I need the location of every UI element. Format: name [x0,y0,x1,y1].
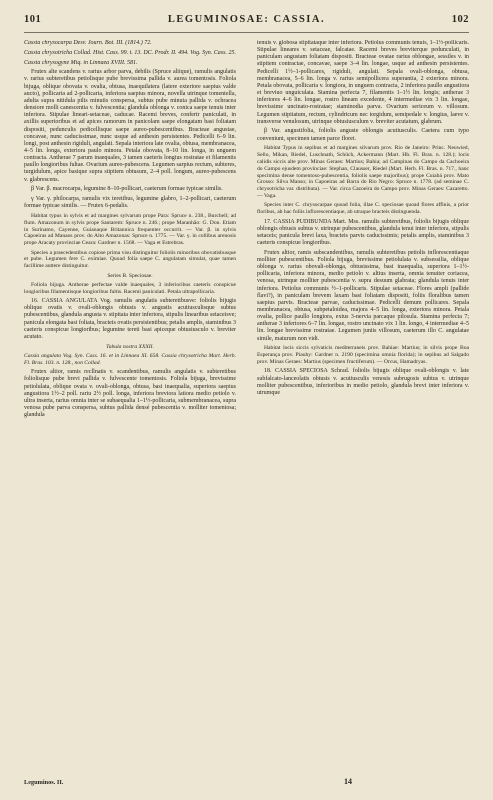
header-rule [24,32,469,33]
paragraph: Frutex altior, ramis recllnatis v. scandentibus, ramulis angulatis v. subteretibus foliolisque pube brevi pallida v. fulvescente tomentosis. Foliola bijuga, brevissime petiolulata, oblique ovata v. ovali-oblonga, obtusa, basi inaequalia, superiora saepius angustiora 1½–2 poll. rariu 2½ poll. longa, inferiora breviora latiora medio petiolo v. ultra inserta, rarius omnia inter se subaequalia 1–1½-pollicaria, submembranacea, supra venosa pube parva conspersa, subtus pallida densé pubescentia v. molliter tomentosa; glandula [24,369,236,419]
page-number-left: 101 [24,14,42,25]
paragraph: Frutex alte scandens v. rarius arbor parva, debilis (Spruce aliique), ramulis angulatis v. rarius subteretibus petiolisque pube brevissima pallida v. aurea tomentosis. Foliola bijuga, oblique obovata v. ovalia, obtusa, inaequilatera (latere exteriore saepius valde aucto), pollicaria ad 2-pollicaria, inferiora saepius minora, novella utrinque tomentella, adulta supra nitidula pilis minutis conspersa, subtus pube minuta pallida v. ochracea densiore molli canescentia v. fulvescentia; glandula oblonga v. conica saepe tenuis inter inferiora. Stipulae lineari-setaceae, caducae. Racemi breves, confertr paniculati, in axillis superioribus et ad apices ramorum in panicolam saepe elongatam basi foliatam dispositi, pedunculis pedicellisque saepe aureo-pubescentibus. Bracteae angustae, concavae, nunc caducissimae, nunc usque ad anthesin persistentes. Pedicelli 6–9 lin. longi, post anthesin rigiduli, angulati. Sepala interiora late ovalia, obtusa, membranacea, 4–5 lin. longa, exteriora paulo minora. Petala obovata, 8–10 lin. longa, in unguem contracta. Antherae 7 parum inaequales, 3 tamen caeteris longius rostratae et filamentis paullo longioribus fultae. Ovarium aureo-pubescens. Legumen sarpius rectum, subteres, turgidulum, apice basique supra stipitem obtusum, 2–4 poll. longum, aureo-pubescens v. glabrescens. [24,69,236,183]
paragraph: Habitat Typus in sepibus et ad margines silvarum prov. Rio de Janeiro: Princ. Neuwied, Sello, Mikan, Riedel, Luschnath, Schüch, Ackermann (Mart. Hb. Fl. Bras. n. 128.); locis calidis siccis alte prov. Minas Geraes: Martius; Bahia; ad Campinas do Campo da Cachoeira do Campo ejusdem provinciae: Stephan, Clausser, Riedel (Mart. Herb. Fl. Bras. n. 717., hanc specimina dense tomentoso-pubescentia, foliolis saepe majoribus); prope Cuiabá prov. Mato Grosso: Silva Manso; in Capoeiras ad Barra do Rio Negro: Spruce n. 1778. (ad seminae C. chrysotricha var. distributa). — Var. circa Cazoeira do Campo prov. Minas Geraes: Cazaretto. — Vaga. [257,145,469,199]
paragraph: γ Var. γ. philocarpa, ramulis vix teretibus, legumine glabro, 1–2-pollicari, caeterum formae typicae similis. — Frutex 6-pedalis. [24,196,236,210]
paragraph: Cassia chrysogyne Miq. in Linnaea XVIII. 581. [24,59,138,66]
paragraph: Series B. Speciosae. [107,272,153,279]
paragraph: tenuis v. globosa stipitataque inter inferiora. Petiolus communis tenuis, 1–1½-pollicaris. Stipulae lineares v. setaceae, falcatae. Racemi breves breviterque pedunculati, in paniculam angustam foliatam dispositi. Bracteae ovatae rarius oblongae, sessiles v. in stipitem contractae, concavae, saepe 3–4 lin. longae, usque ad anthesin persistentes. Pedicelli 1½–1-pollicares, rigiduli, angulati. Sepala ovali-oblonga, obtusa, membranacea, 5–6 lin. longa v. rarius semipollicera superantia, 2 exteriora minora. Petala obovata, pollicaria v. longiora, in unguem contracta, 2 inferiora paullo angustiora et breviuo unguiculata. Stamina perfecta 7, filamentis 1–1½ lin. longis; antherae 3 inferiores 4–6 lin. longae, rostro lineam excedente, 4 intermediae vix 3 lin. longae, brevissime uncinato-rostratae; staminodia parva. Ovarium sericeum v. villosum. Legumen stipitatum, rectum, cylindricum nec torgidum, semipedale v. longius, laeve v. transverse venulosum, utrinque obtusiusculum v. breviter acutatum, glabrum. [257,40,469,125]
paragraph: 16. CASSIA ANGULATA Vog. ramulis angulatis subteretibusve: foliolis bijugis oblique ovatis v. ovali-oblongis obtusis v. angustis acutiusculisque subtus pubescentibus, glandula angusta v. stipitata inter inferiora, stipulis linearibus setaceisve; panicula elongata basi foliata, bracteis ovatis persistentibus; petalis amplis, staminibus 3 caeteris conspicue longioribus; legumine tereti basi apiceque obtusiusculo v. breviter acutato. [24,298,236,340]
left-column [24,40,236,775]
paragraph: Cassia chrysotricha Collad. Hist. Cass. 99. t. 13. DC. Prodr. II. 494. Vog. Syn. Cass. 25. [24,49,236,56]
running-title: LEGUMINOSAE: CASSIA. [167,14,326,25]
paragraph: Species a praecedentibus copiose prima visu distinguitur foliolis minoribus obovatisbusque et pube. Legumen fere C. eximiae. Quoad folia saepe C. angulatam simulat, quae tamen facillime auttere distinguitur. [24,249,236,270]
signature-number: 14 [344,777,352,786]
signature-mark: Leguminos. II. [24,779,64,786]
paragraph: β Var. angustifolia, foliolis anguste oblongis acutiusculis. Caetera cum typo conveniunt, specimen tamen parce floret. [257,128,469,142]
paragraph: Foliola bijuga. Antherae perfectae valde inaequales, 3 inferioribus caeteris conspicue longioribus filamentisque longioribus fultis. Racemi paniculati. Petala ultrapollicaria. [24,281,236,295]
paragraph: Species inter C. chrysocarpae quoad folia, illae C. speciosae quoad flores affinis, a prior floribus, ab hac foliis inflorescentiaque, ab utraque bracteis distinguenda. [257,202,469,216]
paragraph: Habitat locis siccis sylvaticis mediterraneis prov. Bahiae: Martius; in silvis prope Boa Esperança prov. Piauhy: Gardner n. 2190 (specimina omnia florida); in sepibus ad Salgado prov. Minas Geraes: Martius (specimen fructiferum). — Orcus, Hamadryas. [257,345,469,365]
paragraph: Cassia angulata Vog. Syn. Cass. 16. et in Linnaea XI. 658. Cassia chrysotricha Mart. Herb. Fl. Bras. 103. n. 128., non Collad. [24,353,236,366]
paragraph: Habitat typus in sylvis et ad margines sylvarum prope Para: Spruce n. 238., Burchell; ad flum. Amazonum in sylvis prope Santarem: Spruce n. 246.; prope Maranhão: G. Don. Etiam in Surinamo, Cayenne, Guianaque Britannica frequenter occurrit. — Var. β. in sylvis Capoeiras ad Manaos prov. do Alto Amazonas: Spruce n. 1775. — Var. γ. in collibus arenosis prope Aracaty provinciae Ceara: Gardner n. 1568. — Vaga et Estrebras. [24,213,236,247]
page-number-right: 102 [451,14,469,25]
paragraph: Tabula nostra XXXII. [106,343,154,350]
right-column [257,40,469,775]
paragraph: Frutex altior, ramis subscandentibus, ramulis subteretibus petiolis inflorescentiaque molliter pubescentibus. Foliola bijuga, brevissime petiolulata v. subsessilia, oblique oblonga v. rarius obovali-oblonga, obtusissima, basi inaequalia, superiora 1–1½-pollicaria, inferiora minora, medio petiolo v. altius inserta, omnia tenuiter coriacea, venosa, utrinque molliter pubescentia v. supra desuum glabrata; glandula tenuis inter inferiora. Petiolus communis ½–1-pollicaris. Stipulae setaceae. Flores ampli (pallide flavi?), in paniculam brevem laxam basi foliatam dispositi, foliis floralibus tamen saepius parvis. Bracteae parvae, caducissimae. Pedicelli demum pollicares. Sepala membranacea, obtusa, subpetaloidea, majora 4–5 lin. longa, exteriora minora. Petala ovalia, pollice paullo longiora, extus 3-nervia parcaque pilosula. Stamina perfecta 7; antherae 3 inferiores 6–7 lin. longae, rostro uncinato vix 1 lin. longo, 4 intermediae 4–5 lin. longae brevissime rostratae. Legumen juniis villosum, caeterum illo C. angulatae simile, maturum non vidi. [257,249,469,342]
paragraph: 18. CASSIA SPECIOSA Schrad. foliolis bijugis oblique ovali-oblongis v. late subfalcato-lanceolatis obtusis v. acutiusculis venosis subrugosis subtus v. utrinque molliter pubescentibus, inferioribus in medio petiolo, glandula brevi inter inferiora v. utrumque [257,368,469,396]
paragraph: Cassia chrysocarpa Desv. Journ. Bot. III. (1814.) 72. [24,40,152,46]
running-head [24,14,469,28]
paragraph: 17. CASSIA PUDIBUNDA Mart. Mss. ramulis subteretibus, foliolis bijugis oblique oblongis obtusis subtus v. utrinque pubescentibus, glandula tenui inter inferiora, stipulis setaceis; panicula brevi laxa, bracteis parvis caducissimis; petalis amplis, staminibus 3 caeteris conspicue longioribus. [257,218,469,246]
paragraph: β Var. β. macrocarpa, legumine 8–10-pollicari, caeterum formae typicae similis. [31,186,223,193]
